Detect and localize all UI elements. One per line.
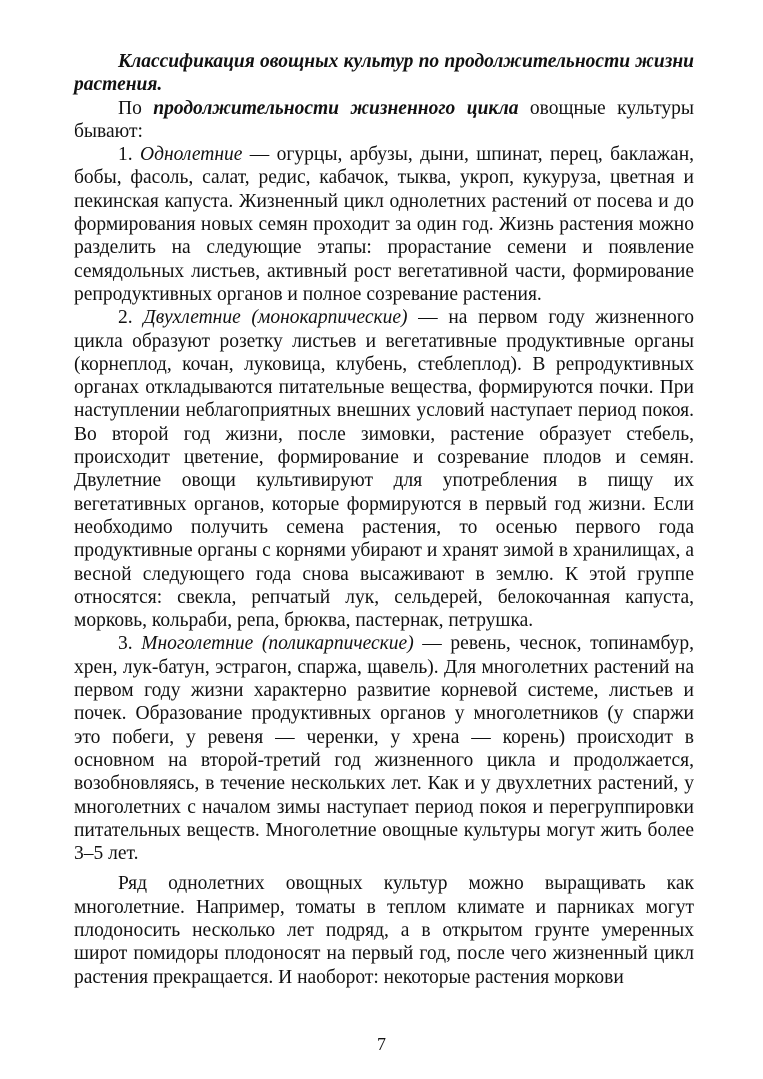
intro-emphasis: продолжительности жизненного цикла xyxy=(153,97,519,119)
item-perennial xyxy=(74,632,694,865)
item-term: Двухлетние (монокарпические) xyxy=(143,307,408,329)
item-text: — огурцы, арбузы, дыни, шпинат, перец, баклажан, бобы, фасоль, салат, редис, кабачок, тыква, укроп, кукуруза, цветная и пекинская капуста. Жизненный цикл однолетних растений от посева и до формирования новых семян проходит за один год. Жизнь растения можно разделить на следующие этапы: прорастание семени и появление семядольных листьев, активный рост вегетативной части, формирование репродуктивных органов и полное созревание растения. xyxy=(74,144,695,305)
section-heading: Классификация овощных культур по продолжительности жизни растения. xyxy=(74,51,694,96)
intro-paragraph xyxy=(74,97,694,144)
item-text: — ревень, чеснок, топинамбур, хрен, лук-батун, эстрагон, спаржа, щавель). Для многолетних растений на первом году жизни характерно развитие корневой системе, листьев и почек. Образование продуктивных органов у многолетников (у спаржи это побеги, у ревеня — черенки, у хрена — корень) происходит в основном на второй-третий год жизненного цикла и продолжается, возобновляясь, в течение нескольких лет. Как и у двухлетних растений, у многолетних с началом зимы наступает период покоя и перегруппировки питательных веществ. Многолетние овощные культуры могут жить более 3–5 лет. xyxy=(74,633,694,865)
intro-suffix: овощные культуры бывают: xyxy=(74,97,694,142)
page-body xyxy=(74,50,694,989)
closing-paragraph: Ряд однолетних овощных культур можно выращивать как многолетние. Например, томаты в теплом климате и парниках могут плодоносить несколько лет подряд, а в открытом грунте умеренных широт помидоры плодоносят на первый год, после чего жизненный цикл растения прекращается. И наоборот: некоторые растения моркови xyxy=(74,873,694,988)
item-text: — на первом году жизненного цикла образуют розетку листьев и вегетативные продуктивные органы (корнеплод, кочан, луковица, клубень, стеблеплод). В репродуктивных органах откладываются питательные вещества, формируются почки. При наступлении неблагоприятных внешних условий наступает период покоя. Во второй год жизни, после зимовки, растение образует стебель, происходит цветение, формирование и созревание плодов и семян. Двулетние овощи культивируют для употребления в пищу их вегетативных органов, которые формируются в первый год жизни. Если необходимо получить семена растения, то осенью первого года продуктивные органы с корнями убирают и хранят зимой в хранилищах, а весной следующего года снова высаживают в землю. К этой группе относятся: свекла, репчатый лук, сельдерей, белокочанная капуста, морковь, кольраби, репа, брюква, пастернак, петрушка. xyxy=(74,307,694,632)
item-biennial xyxy=(74,306,694,632)
item-term: Однолетние xyxy=(140,144,243,166)
item-number: 3. xyxy=(118,633,142,655)
intro-prefix: По xyxy=(118,97,154,119)
item-number: 2. xyxy=(118,307,144,329)
page-number: 7 xyxy=(377,1034,386,1054)
item-number: 1. xyxy=(118,144,140,166)
item-annual xyxy=(74,143,694,306)
item-term: Многолетние (поликарпические) xyxy=(141,633,414,655)
